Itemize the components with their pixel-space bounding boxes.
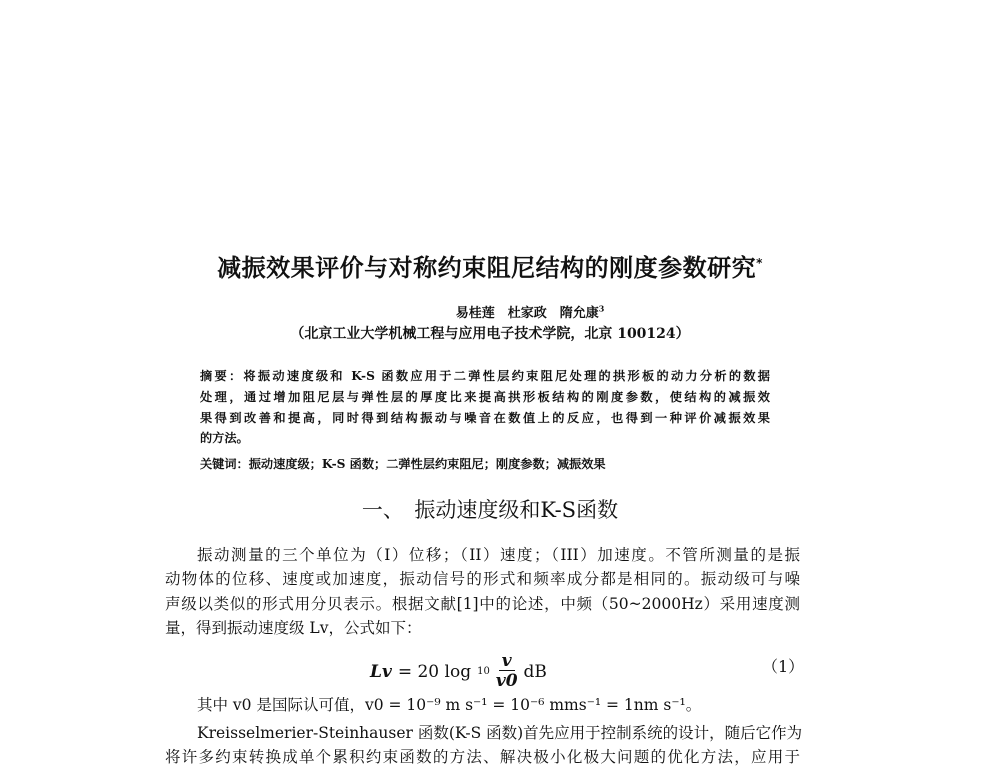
author-names: 易桂莲 杜家政 隋允康 (455, 306, 599, 321)
section-heading: 一、 振动速度级和K-S函数 (361, 498, 619, 522)
denominator: v0 (495, 671, 518, 691)
equation-1 (370, 652, 547, 691)
body-line: 动物体的位移、速度或加速度，振动信号的形式和频率成分都是相同的。振动级可与噪 (165, 570, 800, 588)
equation-number: （1） (762, 657, 805, 676)
body-line: 振动测量的三个单位为（I）位移；（II）速度；（III）加速度。不管所测量的是振 (197, 546, 800, 564)
numerator: v (499, 652, 515, 671)
affiliation: （北京工业大学机械工程与应用电子技术学院，北京 100124） (290, 326, 690, 342)
abstract-line: 的方法。 (200, 431, 249, 445)
log-base: 10 (477, 666, 490, 677)
abstract-line: 摘要：将振动速度级和 K-S 函数应用于二弹性层约束阻尼处理的拱形板的动力分析的数据 (200, 369, 770, 383)
body-line: 声级以类似的形式用分贝表示。根据文献[1]中的论述，中频（50~2000Hz）采用速度测 (165, 595, 800, 613)
equation-prefix: = 20 log (397, 661, 472, 682)
definition-line: 其中 v0 是国际认可值，v0 = 10⁻⁹ m s⁻¹ = 10⁻⁶ mms⁻¹ = 1nm s⁻¹。 (197, 696, 702, 714)
abstract-line: 果得到改善和提高，同时得到结构振动与噪音在数值上的反应，也得到一种评价减振效果 (200, 411, 770, 425)
body-line: Kreisselmerier-Steinhauser 函数(K-S 函数)首先应用于控制系统的设计，随后它作为 (197, 724, 803, 742)
title-text: 减振效果评价与对称约束阻尼结构的刚度参数研究 (217, 254, 757, 282)
keywords: 关键词：振动速度级；K-S 函数；二弹性层约束阻尼；刚度参数；减振效果 (200, 457, 606, 471)
paper-title (0, 248, 980, 283)
equation-unit: dB (523, 661, 547, 682)
authors (0, 302, 1000, 321)
abstract-line: 处理，通过增加阻尼层与弹性层的厚度比来提高拱形板结构的刚度参数，使结构的减振效 (200, 390, 770, 404)
body-line: 量，得到振动速度级 Lv，公式如下： (165, 619, 422, 637)
equation-fraction (496, 652, 518, 691)
body-line: 将许多约束转换成单个累积约束函数的方法、解决极小化极大问题的优化方法，应用于 (165, 748, 800, 766)
author-footnote-mark: 3 (598, 303, 605, 314)
title-footnote-mark: * (756, 256, 763, 270)
equation-lhs: Lv (370, 661, 392, 682)
